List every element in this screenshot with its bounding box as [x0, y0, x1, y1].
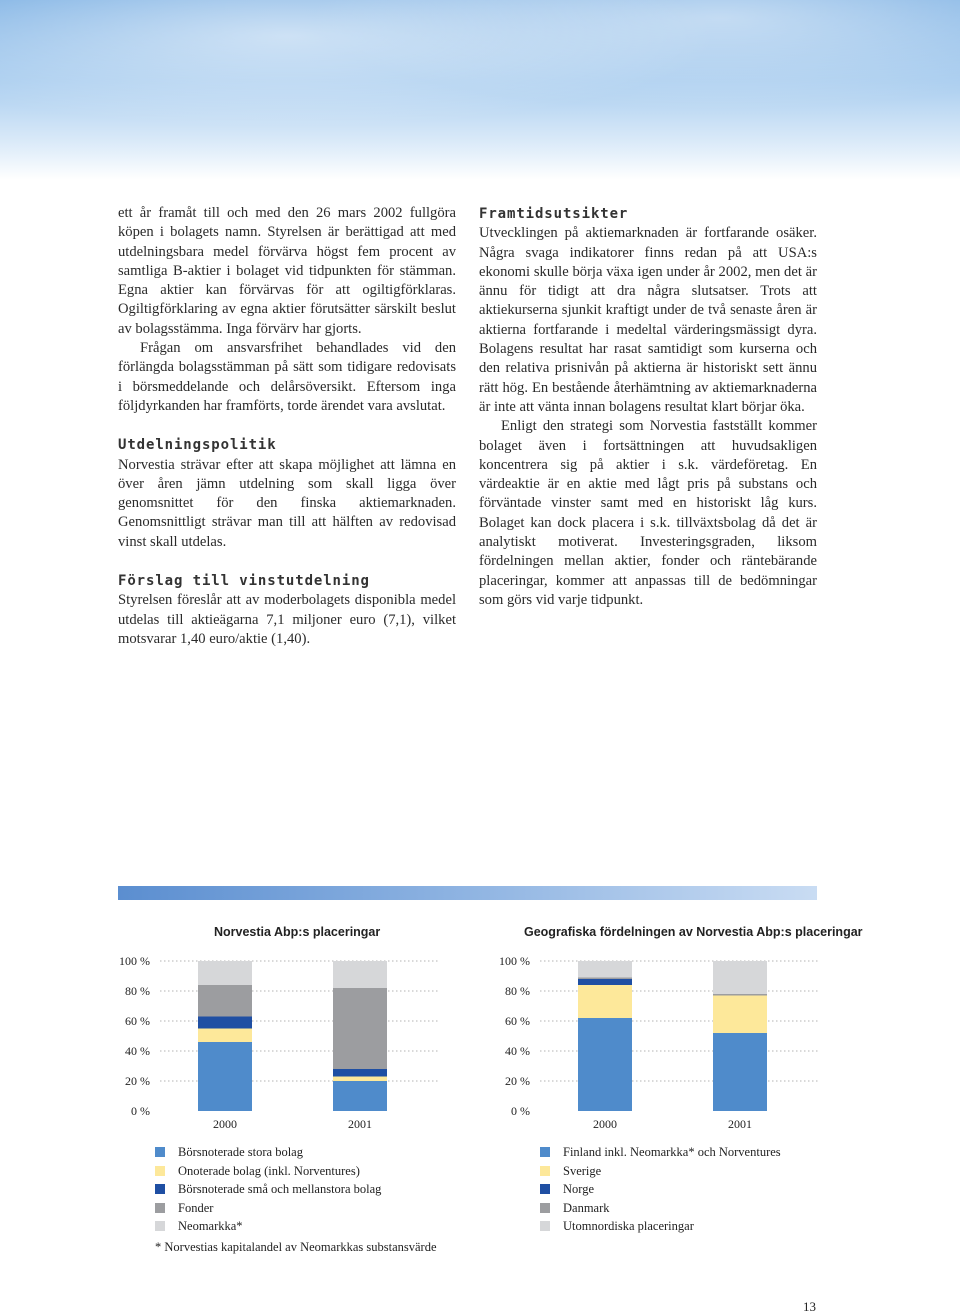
legend-item	[540, 1199, 781, 1218]
bar-segment	[333, 1077, 387, 1082]
legend-item	[155, 1180, 381, 1199]
chart-title-placements: Norvestia Abp:s placeringar	[214, 925, 381, 939]
legend-swatch	[155, 1166, 165, 1176]
left-column	[118, 204, 456, 649]
chart-section-band	[118, 886, 817, 900]
heading-dividend-proposal: Förslag till vinstutdelning	[118, 573, 370, 590]
bar-segment	[198, 1017, 252, 1029]
y-tick-label: 80 %	[505, 984, 530, 998]
legend-item	[540, 1143, 781, 1162]
bar-segment	[198, 1042, 252, 1111]
legend-label: Danmark	[563, 1200, 610, 1215]
y-tick-label: 100 %	[119, 954, 150, 968]
legend-item	[155, 1162, 381, 1181]
legend-label: Finland inkl. Neomarkka* och Norventures	[563, 1145, 781, 1159]
legend-swatch	[155, 1184, 165, 1194]
legend-swatch	[540, 1147, 550, 1157]
x-tick-label: 2000	[213, 1117, 237, 1131]
legend-item	[155, 1143, 381, 1162]
bar-segment	[578, 961, 632, 978]
y-tick-label: 80 %	[125, 984, 150, 998]
paragraph-discharge: Frågan om ansvarsfrihet behandlades vid den förlängda bolagsstämman på sätt som tidigare redovisats i börsmeddelande och delårsöversikt. Eftersom inga följdyrkanden har framförts, torde ärendet vara avslutat.	[118, 340, 456, 414]
legend-placements	[155, 1143, 381, 1236]
y-tick-label: 100 %	[499, 954, 530, 968]
bar-segment	[333, 961, 387, 988]
bar-segment	[198, 985, 252, 1017]
bar-segment	[578, 979, 632, 985]
bar-segment	[578, 978, 632, 980]
paragraph-dividend-proposal: Styrelsen föreslår att av moderbolagets disponibla medel utdelas till aktieägarna 7,1 miljoner euro (7,1), vilket motsvarar 1,40 euro/aktie (1,40).	[118, 592, 456, 647]
bar-segment	[578, 1018, 632, 1111]
bar-segment	[333, 988, 387, 1069]
bar-segment	[713, 1033, 767, 1111]
bar-segment	[198, 1029, 252, 1043]
header-banner-image	[0, 0, 960, 180]
legend-swatch	[540, 1166, 550, 1176]
bar-segment	[713, 996, 767, 1034]
paragraph-share-buyback: ett år framåt till och med den 26 mars 2002 fullgöra köpen i bolagets namn. Styrelsen är berättigad att med utdelningsbara medel förvärva högst fem procent av samtliga B-aktier i bolaget vid tidpunkten för stämman. Egna aktier kan förvärvas för att ogiltigförklaras. Ogiltigförklaring av egna aktier förutsätter särskilt beslut av bolagsstämma. Inga förvärv har gjorts.	[118, 205, 456, 337]
legend-swatch	[155, 1221, 165, 1231]
legend-item	[540, 1217, 781, 1236]
x-tick-label: 2001	[348, 1117, 372, 1131]
bar-segment	[713, 961, 767, 994]
y-tick-label: 60 %	[125, 1014, 150, 1028]
y-tick-label: 40 %	[125, 1044, 150, 1058]
bar-segment	[333, 1069, 387, 1077]
legend-swatch	[540, 1184, 550, 1194]
chart-title-geographic: Geografiska fördelningen av Norvestia Abp:s placeringar	[524, 925, 863, 939]
legend-label: Börsnoterade stora bolag	[178, 1145, 303, 1159]
y-tick-label: 0 %	[131, 1104, 150, 1118]
bar-segment	[713, 994, 767, 996]
bar-segment	[578, 985, 632, 1018]
legend-item	[540, 1180, 781, 1199]
x-tick-label: 2000	[593, 1117, 617, 1131]
right-column	[479, 205, 817, 610]
y-tick-label: 20 %	[505, 1074, 530, 1088]
y-tick-label: 40 %	[505, 1044, 530, 1058]
legend-label: Utomnordiska placeringar	[563, 1219, 694, 1233]
legend-item	[155, 1199, 381, 1218]
chart-geographic	[480, 950, 820, 1140]
x-tick-label: 2001	[728, 1117, 752, 1131]
paragraph-strategy: Enligt den strategi som Norvestia fastställt kommer bolaget även i fortsättningen att huvudsakligen koncentrera sig på aktier i s.k. värdeföretag. En värdeaktie är en aktie med lågt pris på substans och förväntade vinster samt med en historiskt låg kurs. Bolaget kan dock placera i s.k. tillväxtsbolag då det är analytiskt motiverat. Investeringsgraden, liksom fördelningen mellan aktier, fonder och räntebärande placeringar, kommer att anpassas till de bedömningar som görs vid varje tidpunkt.	[479, 418, 817, 608]
legend-label: Börsnoterade små och mellanstora bolag	[178, 1182, 382, 1196]
page-number: 13	[803, 1299, 816, 1314]
legend-item	[540, 1162, 781, 1181]
legend-geographic	[540, 1143, 781, 1236]
legend-swatch	[540, 1203, 550, 1213]
y-tick-label: 60 %	[505, 1014, 530, 1028]
heading-dividend-policy: Utdelningspolitik	[118, 437, 277, 454]
paragraph-dividend-policy: Norvestia strävar efter att skapa möjlighet att lämna en över åren jämn utdelning som skall ligga över genomsnittet för den finska aktiemarknaden. Genomsnittligt strävar man till att hälften av redovisad vinst skall utdelas.	[118, 456, 456, 550]
legend-label: Onoterade bolag (inkl. Norventures)	[178, 1163, 360, 1178]
bar-segment	[198, 961, 252, 985]
chart-placements	[100, 950, 440, 1140]
paragraph-outlook: Utvecklingen på aktiemarknaden är fortfarande osäker. Några svaga indikatorer finns redan på att USA:s ekonomi skulle börja växa igen under år 2002, men det är ännu för tidigt att dra några slutsatser. Trots att aktiekurserna sjunkit kraftigt under de två senaste åren är aktierna fortfarande i medeltal värderingsmässigt dyra. Bolagens resultat har rasat samtidigt som kurserna och den relativa prisnivån på aktierna är historiskt sett ännu rätt hög. En bestående återhämtning av aktiemarknaderna är inte att vänta innan bolagens resultat klart börjar öka.	[479, 225, 817, 415]
legend-label: Fonder	[178, 1200, 214, 1215]
legend-swatch	[540, 1221, 550, 1231]
legend-label: Neomarkka*	[178, 1219, 243, 1233]
y-tick-label: 20 %	[125, 1074, 150, 1088]
heading-outlook: Framtidsutsikter	[479, 206, 629, 222]
legend-label: Norge	[563, 1182, 595, 1196]
legend-label: Sverige	[563, 1163, 602, 1178]
legend-item	[155, 1217, 381, 1236]
bar-segment	[333, 1081, 387, 1111]
y-tick-label: 0 %	[511, 1104, 530, 1118]
legend-swatch	[155, 1203, 165, 1213]
legend-swatch	[155, 1147, 165, 1157]
footnote: * Norvestias kapitalandel av Neomarkkas substansvärde	[155, 1240, 437, 1254]
